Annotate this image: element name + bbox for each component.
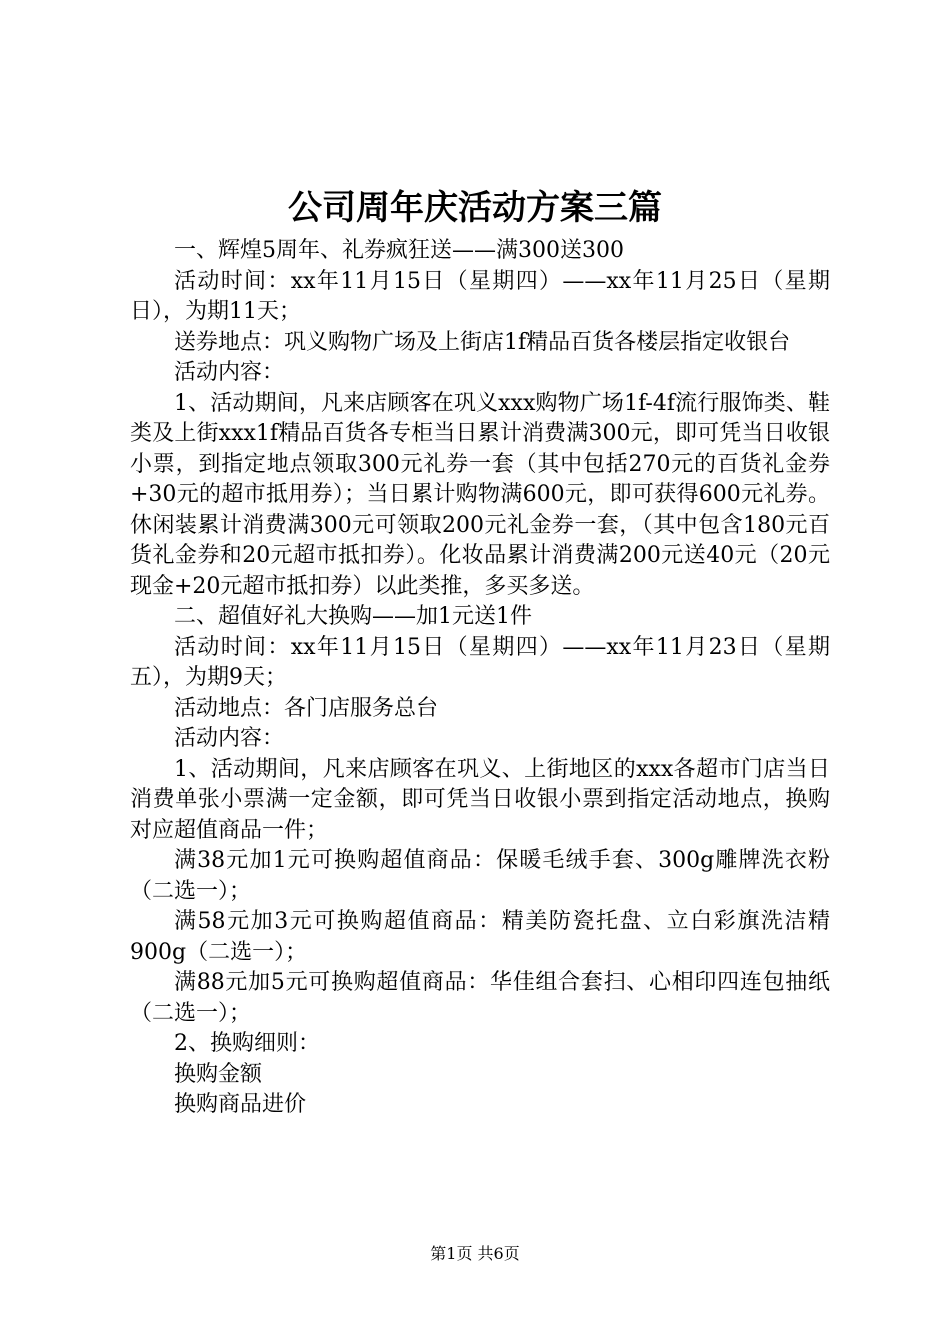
paragraph-activity-time-2: 活动时间：xx年11月15日（星期四）——xx年11月23日（星期五），为期9天； [130, 634, 830, 690]
paragraph-redeem-rules: 2、换购细则： [174, 1031, 320, 1056]
paragraph-coupon-location: 送券地点：巩义购物广场及上街店1f精品百货各楼层指定收银台 [174, 329, 791, 355]
paragraph-activity-detail-2: 1、活动期间，凡来店顾客在巩义、上街地区的xxx各超市门店当日消费单张小票满一定金额，即可凭当日收银小票到指定活动地点，换购对应超值商品一件； [130, 756, 830, 843]
paragraph-activity-time-1: 活动时间：xx年11月15日（星期四）——xx年11月25日（星期日），为期11天； [130, 268, 830, 324]
paragraph-redeem-tier-58: 满58元加3元可换购超值商品：精美防瓷托盘、立白彩旗洗洁精900g（二选一）； [130, 909, 830, 965]
paragraph-activity-content-label-2: 活动内容： [174, 726, 285, 751]
paragraph-activity-content-label-1: 活动内容： [174, 360, 285, 385]
paragraph-activity-detail-1: 1、活动期间，凡来店顾客在巩义xxx购物广场1f-4f流行服饰类、鞋类及上街xxx1f精品百货各专柜当日累计消费满300元，即可凭当日收银小票，到指定地点领取300元礼券一套（其中包括270元的百货礼金券+30元的超市抵用券）；当日累计购物满600元，即可获得600元礼券。休闲装累计消费满300元可领取200元礼金券一套，（其中包含180元百货礼金券和20元超市抵扣券）。化妆品累计消费满200元送40元（20元现金+20元超市抵扣券）以此类推，多买多送。 [130, 390, 830, 599]
paragraph-redeem-tier-38: 满38元加1元可换购超值商品：保暖毛绒手套、300g雕牌洗衣粉（二选一）； [130, 848, 830, 904]
page-footer: 第1页 共6页 [430, 1244, 520, 1263]
paragraph-redeem-cost: 换购商品进价 [174, 1092, 307, 1117]
page-title: 公司周年庆活动方案三篇 [288, 188, 662, 228]
document-body [130, 236, 830, 1121]
section-heading-2: 二、超值好礼大换购——加1元送1件 [174, 604, 532, 629]
section-heading-1: 一、辉煌5周年、礼券疯狂送——满300送300 [174, 238, 624, 263]
paragraph-redeem-amount: 换购金额 [174, 1061, 263, 1087]
paragraph-activity-location-2: 活动地点：各门店服务总台 [174, 695, 439, 721]
paragraph-redeem-tier-88: 满88元加5元可换购超值商品：华佳组合套扫、心相印四连包抽纸（二选一）； [130, 970, 830, 1026]
